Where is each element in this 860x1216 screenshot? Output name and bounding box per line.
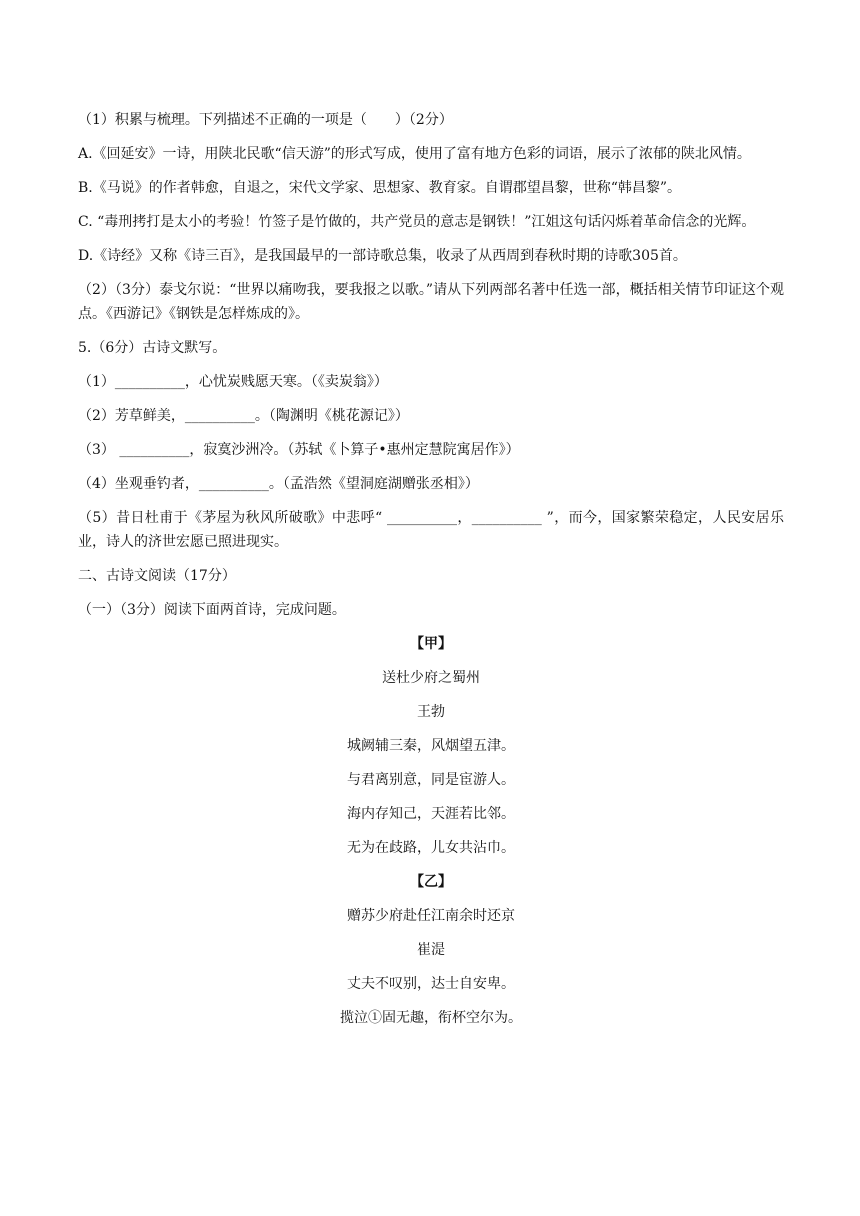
q4-1-option-d: D.《诗经》又称《诗三百》，是我国最早的一部诗歌总集，收录了从西周到春秋时期的诗歌305首。 [78, 248, 687, 264]
document-page [78, 108, 784, 1040]
q5-1: （1）__________，心忧炭贱愿天寒。（《卖炭翁》） [78, 374, 388, 390]
q4-1-option-a: A.《回延安》一诗，用陕北民歌“信天游”的形式写成，使用了富有地方色彩的词语，展示了浓郁的陕北风情。 [78, 146, 751, 162]
q4-1-option-b: B.《马说》的作者韩愈，自退之，宋代文学家、思想家、教育家。自谓郡望昌黎，世称“韩昌黎”。 [78, 180, 682, 196]
q5-4: （4）坐观垂钓者，__________。（孟浩然《望洞庭湖赠张丞相》） [78, 476, 479, 492]
poem-b-line: 丈夫不叹别，达士自安卑。 [347, 976, 515, 992]
poem-a-label: 【甲】 [410, 636, 452, 652]
poem-b-line: 揽泣①固无趣，衔杯空尔为。 [340, 1010, 522, 1026]
poem-a-line: 海内存知己，天涯若比邻。 [347, 806, 515, 822]
poem-b-author: 崔湜 [417, 942, 445, 958]
q5-3: （3） __________，寂寞沙洲冷。（苏轼《卜算子•惠州定慧院寓居作》） [78, 442, 520, 458]
q4-1-stem: （1）积累与梳理。下列描述不正确的一项是（ ）（2分） [78, 112, 453, 128]
q5-title: 5.（6分）古诗文默写。 [78, 340, 227, 356]
poem-b-title: 赠苏少府赴任江南余时还京 [347, 908, 515, 924]
poem-a-line: 与君离别意，同是宦游人。 [347, 772, 515, 788]
q5-5: （5）昔日杜甫于《茅屋为秋风所破歌》中悲呼“ __________，__________ ”，而今，国家繁荣稳定，人民安居乐业，诗人的济世宏愿已照进现实。 [78, 510, 784, 550]
poem-a-author: 王勃 [417, 704, 445, 720]
section-2-sub1: （一）（3分）阅读下面两首诗，完成问题。 [78, 602, 346, 618]
q5-2: （2）芳草鲜美，__________。（陶渊明《桃花源记》） [78, 408, 409, 424]
section-2-title: 二、古诗文阅读（17分） [78, 568, 236, 584]
poem-b-label: 【乙】 [410, 874, 452, 890]
q4-1-option-c: C. “毒刑拷打是太小的考验！竹签子是竹做的，共产党员的意志是钢铁！”江姐这句话闪烁着革命信念的光辉。 [78, 214, 756, 230]
poem-a-title: 送杜少府之蜀州 [382, 670, 480, 686]
q4-2: （2）（3分）泰戈尔说：“世界以痛吻我，要我报之以歌。”请从下列两部名著中任选一部，概括相关情节印证这个观点。《西游记》《钢铁是怎样炼成的》。 [78, 282, 784, 322]
poem-a-line: 城阙辅三秦，风烟望五津。 [347, 738, 515, 754]
poem-a-line: 无为在歧路，儿女共沾巾。 [347, 840, 515, 856]
